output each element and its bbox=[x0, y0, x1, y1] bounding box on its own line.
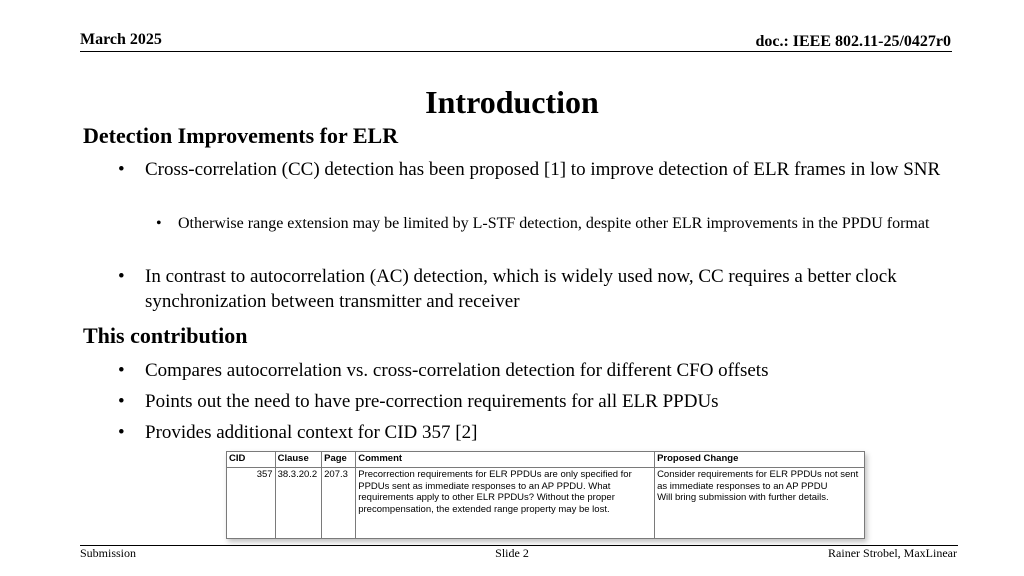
bullet-ac-contrast bbox=[118, 264, 945, 314]
cell-comment: Precorrection requirements for ELR PPDUs are only specified for PPDUs sent as immediate responses to an AP PPDU. What requirements apply to other ELR PPDUs? Without the proper precompensation, the extended range property may be lost. bbox=[356, 468, 655, 539]
bullet-text: Points out the need to have pre-correction requirements for all ELR PPDUs bbox=[145, 391, 719, 412]
bullet-text: In contrast to autocorrelation (AC) detection, which is widely used now, CC requires a better clock synchronization between transmitter and receiver bbox=[145, 266, 897, 312]
cell-page: 207.3 bbox=[322, 468, 356, 539]
footer-slide-number: Slide 2 bbox=[495, 546, 529, 560]
bullet-marker: • bbox=[118, 360, 125, 381]
table-header-row bbox=[227, 452, 865, 468]
table-header-proposed-change: Proposed Change bbox=[655, 452, 865, 468]
bullet-text: Provides additional context for CID 357 [2] bbox=[145, 422, 478, 443]
footer-submission: Submission bbox=[80, 546, 137, 560]
bullet-marker: • bbox=[118, 391, 125, 412]
header-date: March 2025 bbox=[80, 31, 162, 48]
footer-author: Rainer Strobel, MaxLinear bbox=[828, 546, 957, 560]
proposed-change-line-1: Consider requirements for ELR PPDUs not sent as immediate responses to an AP PPDU bbox=[657, 469, 859, 492]
cell-clause: 38.3.20.2 bbox=[275, 468, 322, 539]
header-doc-id: doc.: IEEE 802.11-25/0427r0 bbox=[755, 33, 951, 50]
section-heading-detection: Detection Improvements for ELR bbox=[83, 123, 399, 148]
bullet-cc-detection bbox=[118, 157, 945, 182]
cell-proposed-change bbox=[655, 468, 865, 539]
section-heading-contribution: This contribution bbox=[83, 323, 248, 348]
bullet-text: Otherwise range extension may be limited by L-STF detection, despite other ELR improvements in the PPDU format bbox=[178, 215, 930, 232]
bullet-marker: • bbox=[156, 215, 162, 232]
header-divider bbox=[80, 51, 952, 52]
bullet-text: Cross-correlation (CC) detection has been proposed [1] to improve detection of ELR frames in low SNR bbox=[145, 159, 941, 180]
slide-title: Introduction bbox=[425, 84, 599, 120]
table-header-cid: CID bbox=[227, 452, 276, 468]
cid-comment-table bbox=[226, 451, 865, 539]
bullet-marker: • bbox=[118, 422, 125, 443]
bullet-cid-context bbox=[118, 420, 945, 445]
table-header-clause: Clause bbox=[275, 452, 322, 468]
sub-bullet-range-extension bbox=[156, 213, 938, 235]
bullet-text: Compares autocorrelation vs. cross-correlation detection for different CFO offsets bbox=[145, 360, 769, 381]
bullet-marker: • bbox=[118, 266, 125, 287]
table-header-comment: Comment bbox=[356, 452, 655, 468]
bullet-compares bbox=[118, 358, 945, 383]
bullet-precorrection bbox=[118, 389, 945, 414]
table-header-page: Page bbox=[322, 452, 356, 468]
cell-cid: 357 bbox=[227, 468, 276, 539]
proposed-change-line-2: Will bring submission with further details. bbox=[657, 492, 829, 503]
bullet-marker: • bbox=[118, 159, 125, 180]
table-row bbox=[227, 468, 865, 539]
